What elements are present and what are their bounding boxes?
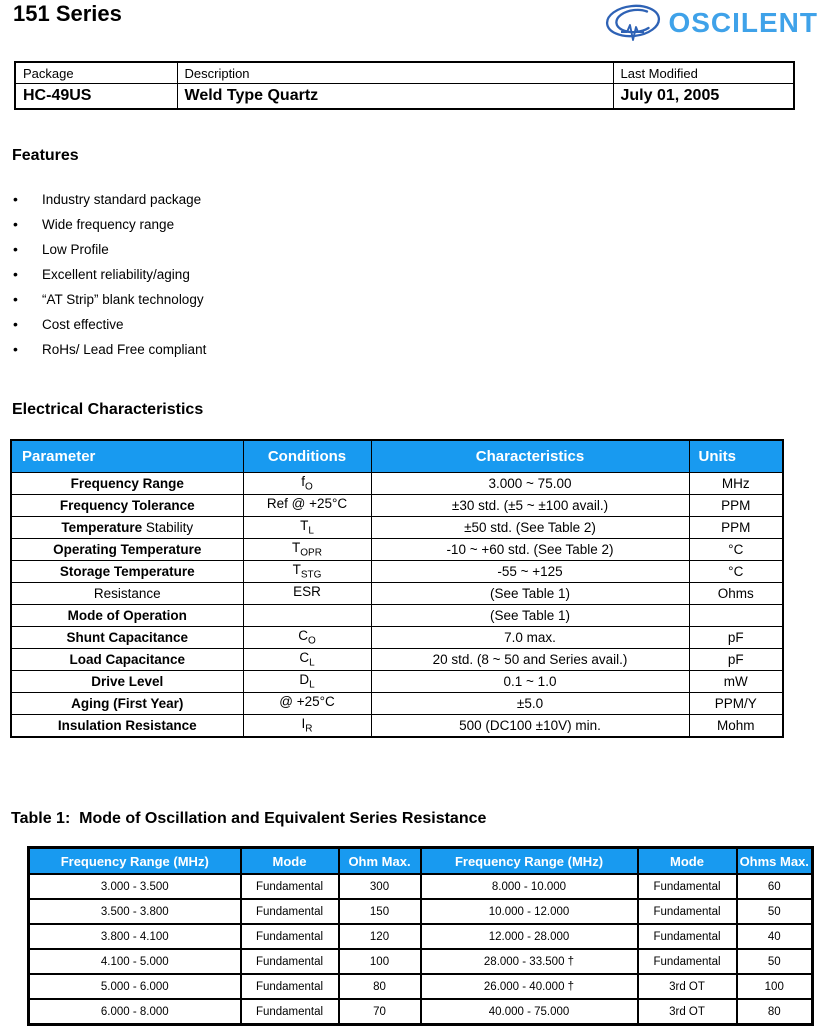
mode-cell: 3rd OT [638,999,737,1025]
package-info-table [14,61,795,110]
feature-text: Industry standard package [42,192,202,207]
units-cell: pF [689,649,783,671]
conditions-cell [243,605,371,627]
table-row [11,539,783,561]
conditions-cell [243,517,371,539]
table-row [11,583,783,605]
units-cell: mW [689,671,783,693]
parameter-cell [11,561,243,583]
mode-cell: Fundamental [241,899,339,924]
parameter-text: Mode of Operation [67,608,187,623]
characteristics-cell: (See Table 1) [371,605,689,627]
ohm-max-cell: 50 [737,899,813,924]
frequency-range-cell: 3.500 - 3.800 [29,899,241,924]
feature-text: Low Profile [42,242,109,257]
units-cell: Ohms [689,583,783,605]
feature-text: RoHs/ Lead Free compliant [42,342,207,357]
parameter-text: Stability [145,520,194,535]
ohm-max-cell: 120 [339,924,421,949]
condition-subscript: STG [300,569,322,581]
parameter-cell [11,649,243,671]
condition-symbol: C [298,628,308,644]
table-row [11,671,783,693]
bullet-icon: • [13,241,18,257]
frequency-range-cell: 4.100 - 5.000 [29,949,241,974]
feature-item [13,312,206,337]
ohm-max-cell: 80 [339,974,421,999]
units-cell [689,605,783,627]
mode-cell: Fundamental [241,974,339,999]
info-value-package: HC-49US [15,84,177,110]
units-cell: °C [689,539,783,561]
ohm-max-cell: 70 [339,999,421,1025]
conditions-cell [243,715,371,738]
ohm-max-cell: 80 [737,999,813,1025]
info-header-last-modified: Last Modified [613,62,794,84]
ohm-max-cell: 60 [737,874,813,899]
mode-cell: Fundamental [638,949,737,974]
parameter-text: Operating Temperature [53,542,202,557]
frequency-range-cell: 10.000 - 12.000 [421,899,638,924]
table-row [11,715,783,738]
conditions-cell [243,627,371,649]
condition-symbol: T [292,540,301,556]
parameter-cell [11,583,243,605]
info-value-description: Weld Type Quartz [177,84,613,110]
condition-symbol: Ref @ +25°C [266,496,348,512]
parameter-text: Drive Level [91,674,164,689]
conditions-cell [243,539,371,561]
characteristics-cell: 20 std. (8 ~ 50 and Series avail.) [371,649,689,671]
header-mode-left: Mode [241,848,339,875]
mode-cell: Fundamental [638,899,737,924]
header-parameter: Parameter [11,440,243,473]
characteristics-cell: 3.000 ~ 75.00 [371,473,689,495]
mode-cell: Fundamental [241,924,339,949]
feature-item [13,262,206,287]
characteristics-cell: 500 (DC100 ±10V) min. [371,715,689,738]
frequency-range-cell: 40.000 - 75.000 [421,999,638,1025]
condition-subscript: L [309,657,315,669]
parameter-text: Frequency Range [70,476,184,491]
parameter-text: Temperature [61,520,146,535]
condition-symbol: @ +25°C [279,694,335,710]
conditions-cell [243,583,371,605]
frequency-range-cell: 3.000 - 3.500 [29,874,241,899]
parameter-cell [11,627,243,649]
characteristics-cell: -55 ~ +125 [371,561,689,583]
bullet-icon: • [13,216,18,232]
table-row [29,874,813,899]
header-conditions: Conditions [243,440,371,473]
parameter-text: Load Capacitance [69,652,186,667]
ohm-max-cell: 300 [339,874,421,899]
header-frequency-range-right: Frequency Range (MHz) [421,848,638,875]
parameter-text: Resistance [93,586,161,601]
parameter-cell [11,693,243,715]
mode-cell: Fundamental [638,924,737,949]
condition-subscript: OPR [300,547,322,559]
info-value-last-modified: July 01, 2005 [613,84,794,110]
condition-subscript: L [308,525,314,537]
characteristics-cell: 0.1 ~ 1.0 [371,671,689,693]
frequency-range-cell: 8.000 - 10.000 [421,874,638,899]
feature-text: “AT Strip” blank technology [42,292,204,307]
bullet-icon: • [13,341,18,357]
table1-heading: Table 1: Mode of Oscillation and Equivalent Series Resistance [11,810,487,827]
units-cell: PPM [689,517,783,539]
table-header-row [29,848,813,875]
parameter-cell [11,671,243,693]
mode-cell: Fundamental [241,999,339,1025]
header-units: Units [689,440,783,473]
table-row [11,649,783,671]
feature-item [13,287,206,312]
characteristics-cell: ±5.0 [371,693,689,715]
condition-subscript: L [309,679,315,691]
condition-symbol: f [301,474,305,490]
table-header-row [11,440,783,473]
conditions-cell [243,561,371,583]
mode-oscillation-resistance-table [27,846,814,1026]
electrical-characteristics-heading: Electrical Characteristics [12,401,204,418]
header-characteristics: Characteristics [371,440,689,473]
condition-symbol: ESR [293,584,321,600]
page-title: 151 Series [13,1,122,26]
header-ohm-max: Ohm Max. [339,848,421,875]
ohm-max-cell: 100 [339,949,421,974]
info-header-package: Package [15,62,177,84]
parameter-cell [11,517,243,539]
frequency-range-cell: 6.000 - 8.000 [29,999,241,1025]
feature-text: Excellent reliability/aging [42,267,190,282]
characteristics-cell: ±50 std. (See Table 2) [371,517,689,539]
parameter-cell [11,715,243,738]
frequency-range-cell: 26.000 - 40.000 † [421,974,638,999]
features-heading: Features [12,147,79,164]
mode-cell: Fundamental [241,874,339,899]
feature-item [13,212,206,237]
info-value-row [15,84,794,110]
parameter-cell [11,539,243,561]
condition-symbol: I [301,716,306,732]
parameter-text: Aging (First Year) [71,696,184,711]
feature-item [13,187,206,212]
bullet-icon: • [13,291,18,307]
header-frequency-range-left: Frequency Range (MHz) [29,848,241,875]
mode-cell: 3rd OT [638,974,737,999]
feature-item [13,337,206,362]
features-list [13,187,206,362]
units-cell: PPM [689,495,783,517]
condition-symbol: T [300,518,309,534]
condition-subscript: R [305,723,313,735]
units-cell: PPM/Y [689,693,783,715]
characteristics-cell: -10 ~ +60 std. (See Table 2) [371,539,689,561]
logo-text: OSCILENT [668,7,818,38]
condition-symbol: D [299,672,310,688]
company-logo [603,2,818,44]
conditions-cell [243,693,371,715]
table-row [11,473,783,495]
mode-cell: Fundamental [241,949,339,974]
frequency-range-cell: 5.000 - 6.000 [29,974,241,999]
frequency-range-cell: 12.000 - 28.000 [421,924,638,949]
parameter-text: Frequency Tolerance [59,498,195,513]
units-cell: MHz [689,473,783,495]
bullet-icon: • [13,266,18,282]
info-header-description: Description [177,62,613,84]
condition-symbol: C [299,650,310,666]
table-row [11,561,783,583]
feature-text: Cost effective [42,317,124,332]
table-row [11,627,783,649]
characteristics-cell: (See Table 1) [371,583,689,605]
parameter-text: Insulation Resistance [57,718,197,733]
table-row [29,899,813,924]
frequency-range-cell: 28.000 - 33.500 † [421,949,638,974]
table-row [29,974,813,999]
bullet-icon: • [13,191,18,207]
conditions-cell [243,649,371,671]
header-mode-right: Mode [638,848,737,875]
table-row [11,605,783,627]
ohm-max-cell: 40 [737,924,813,949]
condition-subscript: O [304,481,313,493]
header-ohms-max: Ohms Max. [737,848,813,875]
characteristics-cell: 7.0 max. [371,627,689,649]
conditions-cell [243,495,371,517]
table-row [11,517,783,539]
condition-subscript: O [307,635,316,647]
bullet-icon: • [13,316,18,332]
table-row [11,693,783,715]
conditions-cell [243,671,371,693]
table-row [29,999,813,1025]
parameter-cell [11,473,243,495]
feature-text: Wide frequency range [42,217,175,232]
table-row [29,924,813,949]
ohm-max-cell: 150 [339,899,421,924]
parameter-text: Storage Temperature [59,564,195,579]
units-cell: °C [689,561,783,583]
table-row [29,949,813,974]
oscilent-swirl-icon [603,2,665,44]
frequency-range-cell: 3.800 - 4.100 [29,924,241,949]
condition-symbol: T [292,562,301,578]
ohm-max-cell: 50 [737,949,813,974]
table-row [11,495,783,517]
feature-item [13,237,206,262]
electrical-characteristics-table [10,439,784,738]
info-header-row [15,62,794,84]
units-cell: pF [689,627,783,649]
parameter-cell [11,495,243,517]
parameter-text: Shunt Capacitance [66,630,189,645]
parameter-cell [11,605,243,627]
conditions-cell [243,473,371,495]
ohm-max-cell: 100 [737,974,813,999]
mode-cell: Fundamental [638,874,737,899]
units-cell: Mohm [689,715,783,738]
characteristics-cell: ±30 std. (±5 ~ ±100 avail.) [371,495,689,517]
